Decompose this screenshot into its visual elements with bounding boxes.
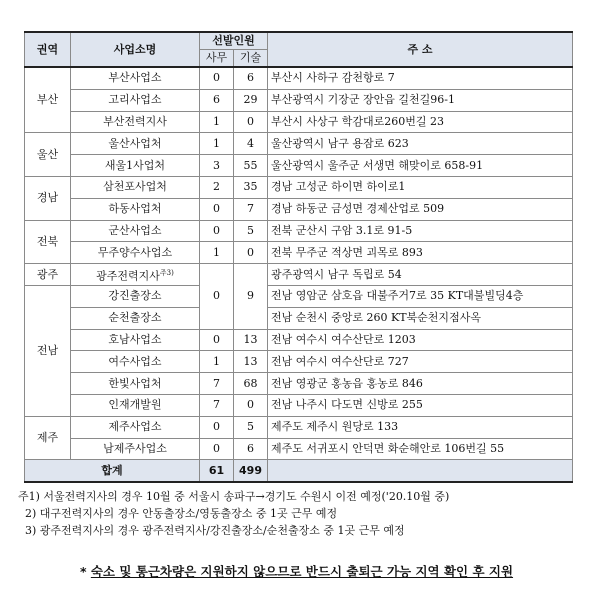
region-cell: 광주 [25, 264, 71, 286]
table-row [25, 220, 573, 242]
address-cell: 경남 하동군 금성면 경제산업로 509 [268, 198, 573, 220]
technical-cell: 29 [234, 89, 268, 111]
technical-cell: 0 [234, 111, 268, 133]
table-row [25, 307, 573, 329]
table-row [25, 351, 573, 373]
header-selection: 선발인원 [200, 32, 268, 50]
office-cell: 강진출장소 [71, 285, 200, 307]
technical-cell: 7 [234, 198, 268, 220]
office-cell: 순천출장소 [71, 307, 200, 329]
office-cell: 여수사업소 [71, 351, 200, 373]
address-cell: 울산광역시 남구 용잠로 623 [268, 133, 573, 155]
header-region: 권역 [25, 32, 71, 67]
office-cell: 호남사업소 [71, 329, 200, 351]
technical-cell: 35 [234, 176, 268, 198]
header-office: 사업소명 [71, 32, 200, 67]
footnote-2: 2) 대구전력지사의 경우 안동출장소/영동출장소 중 1곳 근무 예정 [18, 507, 338, 520]
table-row [25, 416, 573, 438]
table-row [25, 133, 573, 155]
technical-cell: 0 [234, 242, 268, 264]
office-cell: 무주양수사업소 [71, 242, 200, 264]
office-staff-cell: 1 [200, 242, 234, 264]
office-cell: 부산전력지사 [71, 111, 200, 133]
technical-cell: 0 [234, 394, 268, 416]
address-cell: 전남 순천시 중앙로 260 KT북순천지점사옥 [268, 307, 573, 329]
table-row [25, 285, 573, 307]
address-cell: 광주광역시 남구 독립로 54 [268, 264, 573, 286]
region-cell: 부산 [25, 67, 71, 133]
office-cell: 군산사업소 [71, 220, 200, 242]
technical-cell: 5 [234, 416, 268, 438]
technical-cell: 13 [234, 351, 268, 373]
office-cell [71, 264, 200, 286]
table-row [25, 373, 573, 395]
table-row [25, 438, 573, 460]
office-cell: 고리사업소 [71, 89, 200, 111]
office-cell: 부산사업소 [71, 67, 200, 89]
region-cell: 제주 [25, 416, 71, 460]
office-staff-cell: 0 [200, 329, 234, 351]
address-cell: 경남 고성군 하이면 하이로1 [268, 176, 573, 198]
address-cell: 부산광역시 기장군 장안읍 길천길96-1 [268, 89, 573, 111]
table-row [25, 198, 573, 220]
warning-prefix: * [79, 564, 91, 579]
header-technical: 기술 [234, 50, 268, 68]
office-staff-cell: 0 [200, 416, 234, 438]
technical-cell: 6 [234, 67, 268, 89]
address-cell: 제주도 서귀포시 안덕면 화순해안로 106번길 55 [268, 438, 573, 460]
technical-cell: 9 [234, 264, 268, 329]
region-cell: 울산 [25, 133, 71, 177]
address-cell: 전남 영암군 삼호읍 대불주거7로 35 KT대불빌딩4층 [268, 285, 573, 307]
office-staff-cell: 7 [200, 373, 234, 395]
warning-text: 숙소 및 통근차량은 지원하지 않으므로 반드시 출퇴근 가능 지역 확인 후 지원 [90, 564, 514, 579]
office-cell: 인재개발원 [71, 394, 200, 416]
address-cell: 전남 여수시 여수산단로 1203 [268, 329, 573, 351]
address-cell: 전북 무주군 적상면 괴목로 893 [268, 242, 573, 264]
technical-cell: 68 [234, 373, 268, 395]
address-cell: 전남 영광군 홍농읍 홍농로 846 [268, 373, 573, 395]
address-cell: 부산시 사상구 학감대로260번길 23 [268, 111, 573, 133]
footnote-3: 3) 광주전력지사의 경우 광주전력지사/강진출장소/순천출장소 중 1곳 근무 예정 [18, 524, 405, 537]
office-staff-cell: 6 [200, 89, 234, 111]
office-staff-cell: 0 [200, 264, 234, 329]
office-cell: 새울1사업처 [71, 155, 200, 177]
address-cell: 부산시 사하구 감천항로 7 [268, 67, 573, 89]
office-cell: 제주사업소 [71, 416, 200, 438]
office-staff-cell: 0 [200, 220, 234, 242]
office-cell: 남제주사업소 [71, 438, 200, 460]
address-cell: 울산광역시 울주군 서생면 해맞이로 658-91 [268, 155, 573, 177]
total-office-staff: 61 [200, 460, 234, 482]
total-technical: 499 [234, 460, 268, 482]
address-cell: 전남 나주시 다도면 신방로 255 [268, 394, 573, 416]
technical-cell: 5 [234, 220, 268, 242]
selection-table [24, 31, 573, 483]
technical-cell: 6 [234, 438, 268, 460]
address-cell: 제주도 제주시 원당로 133 [268, 416, 573, 438]
office-cell: 삼천포사업처 [71, 176, 200, 198]
table-row [25, 394, 573, 416]
header-address: 주 소 [268, 32, 573, 67]
office-staff-cell: 1 [200, 133, 234, 155]
footnote-marker: 주3) [159, 268, 174, 277]
table-row [25, 176, 573, 198]
office-staff-cell: 0 [200, 198, 234, 220]
table-row [25, 155, 573, 177]
address-cell: 전남 여수시 여수산단로 727 [268, 351, 573, 373]
table-row [25, 242, 573, 264]
office-staff-cell: 3 [200, 155, 234, 177]
region-cell: 전남 [25, 285, 71, 416]
technical-cell: 13 [234, 329, 268, 351]
total-row [25, 460, 573, 482]
office-cell: 하동사업처 [71, 198, 200, 220]
technical-cell: 4 [234, 133, 268, 155]
total-address-empty [268, 460, 573, 482]
office-staff-cell: 1 [200, 111, 234, 133]
office-staff-cell: 1 [200, 351, 234, 373]
office-cell: 울산사업처 [71, 133, 200, 155]
office-name: 광주전력지사 [96, 269, 160, 283]
office-staff-cell: 2 [200, 176, 234, 198]
table-row [25, 89, 573, 111]
table-row [25, 111, 573, 133]
table-row [25, 329, 573, 351]
total-label: 합계 [25, 460, 200, 482]
region-cell: 전북 [25, 220, 71, 264]
header-office-staff: 사무 [200, 50, 234, 68]
warning-notice [0, 562, 593, 580]
region-cell: 경남 [25, 176, 71, 220]
footnote-1: 주1) 서울전력지사의 경우 10월 중 서울시 송파구→경기도 수원시 이전 예정('20.10월 중) [18, 490, 450, 503]
office-staff-cell: 7 [200, 394, 234, 416]
table-row [25, 67, 573, 89]
office-cell: 한빛사업처 [71, 373, 200, 395]
office-staff-cell: 0 [200, 438, 234, 460]
footnotes [18, 488, 578, 539]
table-row [25, 264, 573, 286]
address-cell: 전북 군산시 구암 3.1로 91-5 [268, 220, 573, 242]
office-staff-cell: 0 [200, 67, 234, 89]
technical-cell: 55 [234, 155, 268, 177]
